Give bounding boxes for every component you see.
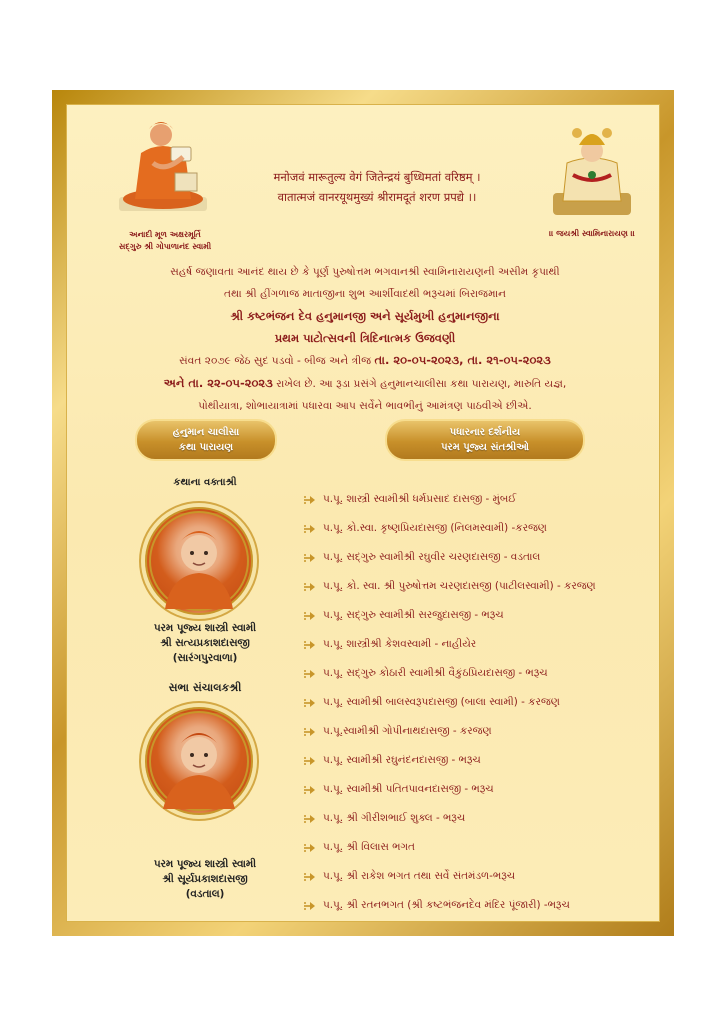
- invitation-text: [87, 261, 643, 417]
- katha-banner-line1: હનુમાન ચાલીસા: [172, 427, 240, 438]
- saint-name: પ.પૂ. સદ્ગુરુ સ્વામીશ્રી સરજુદાસજી - ભરૂચ: [323, 609, 504, 621]
- host-name: [113, 857, 297, 902]
- saint-caption: [85, 229, 245, 253]
- saint-list-item: [303, 804, 683, 833]
- arrow-bullet-icon: [303, 901, 317, 911]
- arrow-bullet-icon: [303, 814, 317, 824]
- speaker-name-line1: પરમ પૂજ્ય શાસ્ત્રી સ્વામી: [153, 622, 257, 634]
- saint-list-item: [303, 775, 683, 804]
- saint-name: પ.પૂ. શ્રી રતનભગત (શ્રી કષ્ટભંજનદેવ મંદિર પૂંજારી) -ભરૂચ: [323, 899, 570, 911]
- saint-name: પ.પૂ. કો. સ્વા. શ્રી પુરુષોત્તમ ચરણદાસજી (પાટીલસ્વામી) - કરજણ: [323, 580, 596, 592]
- saint-list-item: [303, 746, 683, 775]
- host-name-line3: (વડતાલ): [185, 888, 225, 900]
- arrow-bullet-icon: [303, 524, 317, 534]
- saint-list-item: [303, 717, 683, 746]
- saint-caption-line2: સદ્ગુરુ શ્રી ગોપાળાનંદ સ્વામી: [118, 242, 212, 251]
- intro-heading1: શ્રી કષ્ટભંજન દેવ હનુમાનજી અને સૂર્યમુખી હનુમાનજીના: [230, 309, 500, 323]
- invitation-card: [66, 104, 660, 922]
- sanskrit-mantra: [227, 167, 527, 207]
- saint-name: પ.પૂ. સદ્ગુરુ કોઠારી સ્વામીશ્રી વૈકુંઠપ્રિયદાસજી - ભરૂચ: [323, 667, 548, 679]
- speaker-name-line2: શ્રી સત્યપ્રકાશદાસજી: [160, 637, 250, 649]
- intro-line6-text: રાખેલ છે. આ રૂડા પ્રસંગે હનુમાનચાલીસા કથા પારાયણ, મારુતિ યજ્ઞ,: [272, 378, 567, 390]
- speaker-portrait: [145, 507, 253, 615]
- saint-list-item: [303, 862, 683, 891]
- saint-list-item: [303, 688, 683, 717]
- arrow-bullet-icon: [303, 553, 317, 563]
- saint-list-item: [303, 891, 683, 920]
- saint-caption-line1: અનાદી મૂળ અક્ષરમૂર્તિ: [129, 230, 201, 239]
- intro-line6-date: અને તા. ૨૨-૦૫-૨૦૨૩: [163, 376, 273, 390]
- saint-name: પ.પૂ. શ્રી વિલાસ ભગત: [323, 841, 415, 853]
- mantra-line1: मनोजवं मारूतुल्य वेगं जितेन्द्रयं बुध्धिमतां वरिष्ठम् ।: [273, 170, 481, 184]
- saints-banner-line2: પરમ પૂજ્ય સંતશ્રીઓ: [441, 442, 529, 453]
- arrow-bullet-icon: [303, 640, 317, 650]
- gold-frame: [52, 90, 674, 936]
- saint-illustration: [113, 113, 213, 221]
- saint-name: પ.પૂ. સ્વામીશ્રી રઘુનંદનદાસજી - ભરૂચ: [323, 754, 481, 766]
- katha-banner: [135, 419, 277, 461]
- arrow-bullet-icon: [303, 495, 317, 505]
- saints-list: [303, 485, 683, 920]
- saint-name: પ.પૂ. શ્રી ગીરીશભાઈ શુક્લ - ભરૂચ: [323, 812, 466, 824]
- speaker-heading: કથાના વક્તાશ્રી: [173, 477, 237, 488]
- intro-line5-dates: તા. ૨૦-૦૫-૨૦૨૩, તા. ૨૧-૦૫-૨૦૨૩: [374, 353, 551, 367]
- katha-banner-line2: કથા પારાયણ: [178, 442, 234, 453]
- arrow-bullet-icon: [303, 582, 317, 592]
- host-name-line2: શ્રી સૂર્યપ્રકાશદાસજી: [162, 873, 248, 885]
- saint-list-item: [303, 601, 683, 630]
- intro-line6: [87, 372, 643, 395]
- arrow-bullet-icon: [303, 611, 317, 621]
- saint-list-item: [303, 630, 683, 659]
- host-name-line1: પરમ પૂજ્ય શાસ્ત્રી સ્વામી: [153, 858, 257, 870]
- intro-line7: પોથીયાત્રા, શોભાયાત્રામાં પધારવા આપ સર્વેને ભાવભીનું આમંત્રણ પાઠવીએ છીએ.: [198, 400, 532, 412]
- saint-name: પ.પૂ. સ્વામીશ્રી બાલસ્વરૂપદાસજી (બાલા સ્વામી) - કરજણ: [323, 696, 560, 708]
- saint-list-item: [303, 572, 683, 601]
- saint-name: પ.પૂ. સદ્ગુરુ સ્વામીશ્રી રઘુવીર ચરણદાસજી - વડતાલ: [323, 551, 541, 563]
- host-heading: સભા સંચાલકશ્રી: [168, 681, 242, 694]
- saint-name: પ.પૂ. કો.સ્વા. કૃષ્ણપ્રિયદાસજી (નિલમસ્વામી) -કરજણ: [323, 522, 547, 534]
- saints-banner: [385, 419, 585, 461]
- arrow-bullet-icon: [303, 872, 317, 882]
- saint-name: પ.પૂ. સ્વામીશ્રી પતિતપાવનદાસજી - ભરૂચ: [323, 783, 494, 795]
- saints-banner-line1: પધારનાર દર્શનીય: [449, 427, 521, 438]
- saint-list-item: [303, 514, 683, 543]
- saint-name: પ.પૂ.સ્વામીશ્રી ગોપીનાથદાસજી - કરજણ: [323, 725, 492, 737]
- arrow-bullet-icon: [303, 698, 317, 708]
- intro-line2: તથા શ્રી હીંગળાજ માતાજીના શુભ આર્શીવાદથી ભરૂચમાં બિરાજમાન: [223, 288, 507, 300]
- intro-line5: [87, 349, 643, 372]
- jay-swaminarayan-caption: ।। જયશ્રી સ્વામિનારાયણ ।।: [549, 229, 635, 238]
- intro-line5-text: સંવત ૨૦૭૯ જેઠ સુદ પડવો - બીજ અને ત્રીજ: [179, 355, 375, 367]
- saint-list-item: [303, 833, 683, 862]
- deity-illustration: [547, 123, 637, 221]
- mantra-line2: वातात्मजं वानरयूथमुख्यं श्रीरामदूतं शरण प्रपद्ये ।।: [277, 190, 477, 204]
- host-portrait: [145, 707, 253, 815]
- saint-list-item: [303, 485, 683, 514]
- saint-name: પ.પૂ. શ્રી રાકેશ ભગત તથા સર્વે સંતમંડળ-ભરૂચ: [323, 870, 516, 882]
- arrow-bullet-icon: [303, 843, 317, 853]
- speaker-name-line3: (સારંગપુરવાળા): [172, 652, 238, 664]
- intro-line1: સહર્ષ જણાવતા આનંદ થાય છે કે પૂર્ણ પુરુષોત્તમ ભગવાનશ્રી સ્વામિનારાયણની અસીમ કૃપાથી: [170, 266, 560, 278]
- arrow-bullet-icon: [303, 785, 317, 795]
- saint-list-item: [303, 543, 683, 572]
- arrow-bullet-icon: [303, 669, 317, 679]
- saint-list-item: [303, 659, 683, 688]
- intro-heading2: પ્રથમ પાટોત્સવની ત્રિદિનાત્મક ઉજવણી: [274, 331, 456, 345]
- arrow-bullet-icon: [303, 727, 317, 737]
- saint-name: પ.પૂ. શાસ્ત્રી સ્વામીશ્રી ધર્મપ્રસાદ દાસજી - મુંબઈ: [323, 493, 517, 505]
- saint-name: પ.પૂ. શાસ્ત્રીશ્રી કેશવસ્વામી - નાહીયેર: [323, 638, 477, 650]
- speaker-name: [113, 621, 297, 666]
- arrow-bullet-icon: [303, 756, 317, 766]
